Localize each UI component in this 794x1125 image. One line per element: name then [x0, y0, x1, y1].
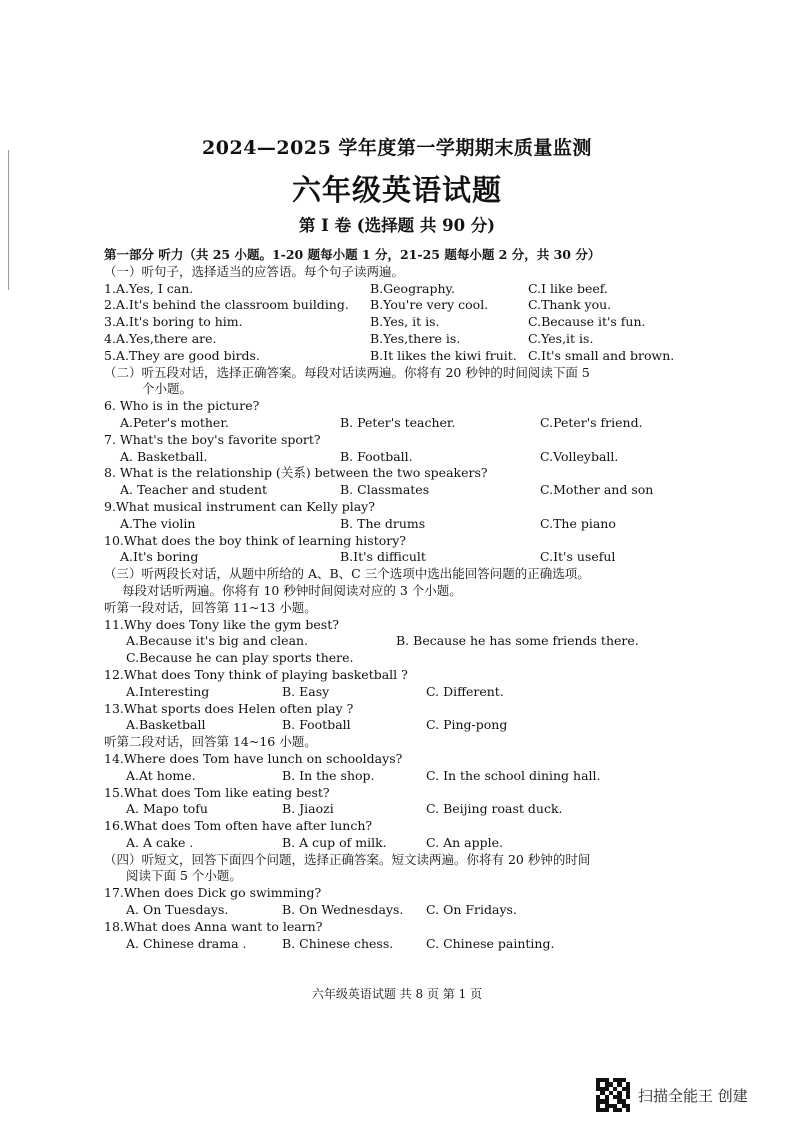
option-c: C.It's useful	[540, 549, 616, 565]
exam-main-title: 六年级英语试题	[291, 173, 502, 207]
scanner-watermark	[596, 1078, 748, 1112]
option-a: A. Mapo tofu	[126, 801, 208, 817]
dialogue2-heading: 听第二段对话，回答第 14~16 小题。	[104, 734, 317, 750]
question-row	[104, 281, 684, 298]
option-b: B. Jiaozi	[282, 801, 334, 817]
option-c: C.Volleyball.	[540, 448, 619, 464]
question-options	[104, 516, 684, 533]
option-a: A.At home.	[126, 767, 196, 783]
question-text: 9.What musical instrument can Kelly play?	[104, 498, 375, 514]
option-b: B. Easy	[282, 683, 330, 699]
question-options	[104, 835, 684, 852]
question-options	[104, 650, 684, 667]
question-row	[104, 348, 684, 365]
option-b: B. A cup of milk.	[282, 834, 387, 850]
question-text: 15.What does Tom like eating best?	[104, 784, 330, 800]
question-options	[104, 684, 684, 701]
question-text: 8. What is the relationship (关系) between the two speakers?	[104, 465, 488, 481]
page-footer: 六年级英语试题 共 8 页 第 1 页	[311, 987, 483, 1001]
option-b: B. Chinese chess.	[282, 935, 394, 951]
option-c: C.Peter's friend.	[540, 414, 643, 430]
question-options	[104, 633, 684, 650]
question-text: 18.What does Anna want to learn?	[104, 918, 323, 934]
question-options	[104, 549, 684, 566]
option-b: B. Football	[282, 717, 351, 733]
exam-period-title: 2024—2025 学年度第一学期期末质量监测	[202, 137, 592, 159]
question-text: 10.What does the boy think of learning history?	[104, 532, 406, 548]
option-c: C.Because it's fun.	[528, 314, 646, 330]
option-b: B.Geography.	[370, 280, 455, 296]
option-a: A.The violin	[120, 515, 196, 531]
option-b: B.You're very cool.	[370, 297, 489, 313]
question-options	[104, 482, 684, 499]
question-text: 7. What's the boy's favorite sport?	[104, 431, 321, 447]
option-b: B. Classmates	[340, 482, 430, 498]
question-text: 17.When does Dick go swimming?	[104, 885, 322, 901]
volume-title: 第 I 卷 (选择题 共 90 分)	[298, 216, 496, 235]
question-text: 6. Who is in the picture?	[104, 398, 260, 414]
option-a: 2.A.It's behind the classroom building.	[104, 297, 349, 313]
option-b: B.It's difficult	[340, 549, 426, 565]
option-c: C. Beijing roast duck.	[426, 801, 563, 817]
watermark-text: 扫描全能王 创建	[638, 1086, 748, 1105]
option-a: A. A cake .	[126, 834, 194, 850]
question-options	[104, 717, 684, 734]
qr-code-icon	[596, 1078, 630, 1112]
option-c: C.It's small and brown.	[528, 347, 675, 363]
option-a: 5.A.They are good birds.	[104, 347, 260, 363]
sec4-heading-cont: 阅读下面 5 个小题。	[126, 868, 242, 884]
option-c: C.Thank you.	[528, 297, 612, 313]
option-a: 1.A.Yes, I can.	[104, 280, 194, 296]
question-text: 13.What sports does Helen often play ?	[104, 700, 354, 716]
option-a: A. On Tuesdays.	[126, 902, 229, 918]
option-b: B.It likes the kiwi fruit.	[370, 347, 517, 363]
option-c: C.I like beef.	[528, 280, 608, 296]
question-options	[104, 902, 684, 919]
option-c: C.Mother and son	[540, 482, 654, 498]
option-a: A.Because it's big and clean.	[126, 633, 309, 649]
option-b: B.Yes,there is.	[370, 330, 461, 346]
option-c: C. Ping-pong	[426, 717, 508, 733]
sec2-heading-cont: 个小题。	[142, 381, 193, 397]
option-b: B. Because he has some friends there.	[396, 633, 639, 649]
sec4-heading: （四）听短文，回答下面四个问题，选择正确答案。短文读两遍。你将有 20 秒钟的时间	[104, 851, 591, 867]
option-b: B. The drums	[340, 515, 426, 531]
option-a: A.Peter's mother.	[120, 414, 229, 430]
option-c: C.Because he can play sports there.	[126, 650, 354, 666]
option-a: A.Basketball	[126, 717, 206, 733]
question-text: 16.What does Tom often have after lunch?	[104, 818, 373, 834]
option-b: B. On Wednesdays.	[282, 902, 404, 918]
option-c: C. In the school dining hall.	[426, 767, 601, 783]
dialogue1-heading: 听第一段对话，回答第 11~13 小题。	[104, 599, 317, 615]
option-c: C. On Fridays.	[426, 902, 517, 918]
option-a: A. Chinese drama .	[126, 935, 247, 951]
option-a: A.It's boring	[120, 549, 199, 565]
question-options	[104, 801, 684, 818]
option-b: B. Football.	[340, 448, 413, 464]
option-a: A.Interesting	[126, 683, 210, 699]
option-b: B. In the shop.	[282, 767, 375, 783]
option-c: C.Yes,it is.	[528, 330, 594, 346]
exam-content	[104, 247, 684, 952]
question-options	[104, 449, 684, 466]
option-a: A. Basketball.	[120, 448, 208, 464]
option-b: B.Yes, it is.	[370, 314, 440, 330]
option-a: 4.A.Yes,there are.	[104, 330, 217, 346]
sec3-heading: （三）听两段长对话，从题中所给的 A、B、C 三个选项中选出能回答问题的正确选项。	[104, 566, 590, 582]
question-text: 11.Why does Tony like the gym best?	[104, 616, 339, 632]
option-c: C. Different.	[426, 683, 504, 699]
question-text: 14.Where does Tom have lunch on schooldays?	[104, 750, 403, 766]
question-row	[104, 297, 684, 314]
option-c: C. Chinese painting.	[426, 935, 555, 951]
question-row	[104, 331, 684, 348]
question-options	[104, 936, 684, 953]
sec3-heading-cont: 每段对话听两遍。你将有 10 秒钟时间阅读对应的 3 个小题。	[122, 582, 462, 598]
question-row	[104, 314, 684, 331]
option-c: C.The piano	[540, 515, 616, 531]
sec2-heading: （二）听五段对话，选择正确答案。每段对话读两遍。你将有 20 秒钟的时间阅读下面 5	[104, 364, 590, 380]
question-options	[104, 768, 684, 785]
question-text: 12.What does Tony think of playing basketball ?	[104, 666, 408, 682]
sec1-heading: （一）听句子，选择适当的应答语。每个句子读两遍。	[104, 263, 405, 279]
option-b: B. Peter's teacher.	[340, 414, 456, 430]
option-a: 3.A.It's boring to him.	[104, 314, 243, 330]
question-options	[104, 415, 684, 432]
option-c: C. An apple.	[426, 834, 503, 850]
part1-heading: 第一部分 听力（共 25 小题。1-20 题每小题 1 分，21-25 题每小题 2 分，共 30 分）	[104, 247, 601, 262]
option-a: A. Teacher and student	[120, 482, 268, 498]
